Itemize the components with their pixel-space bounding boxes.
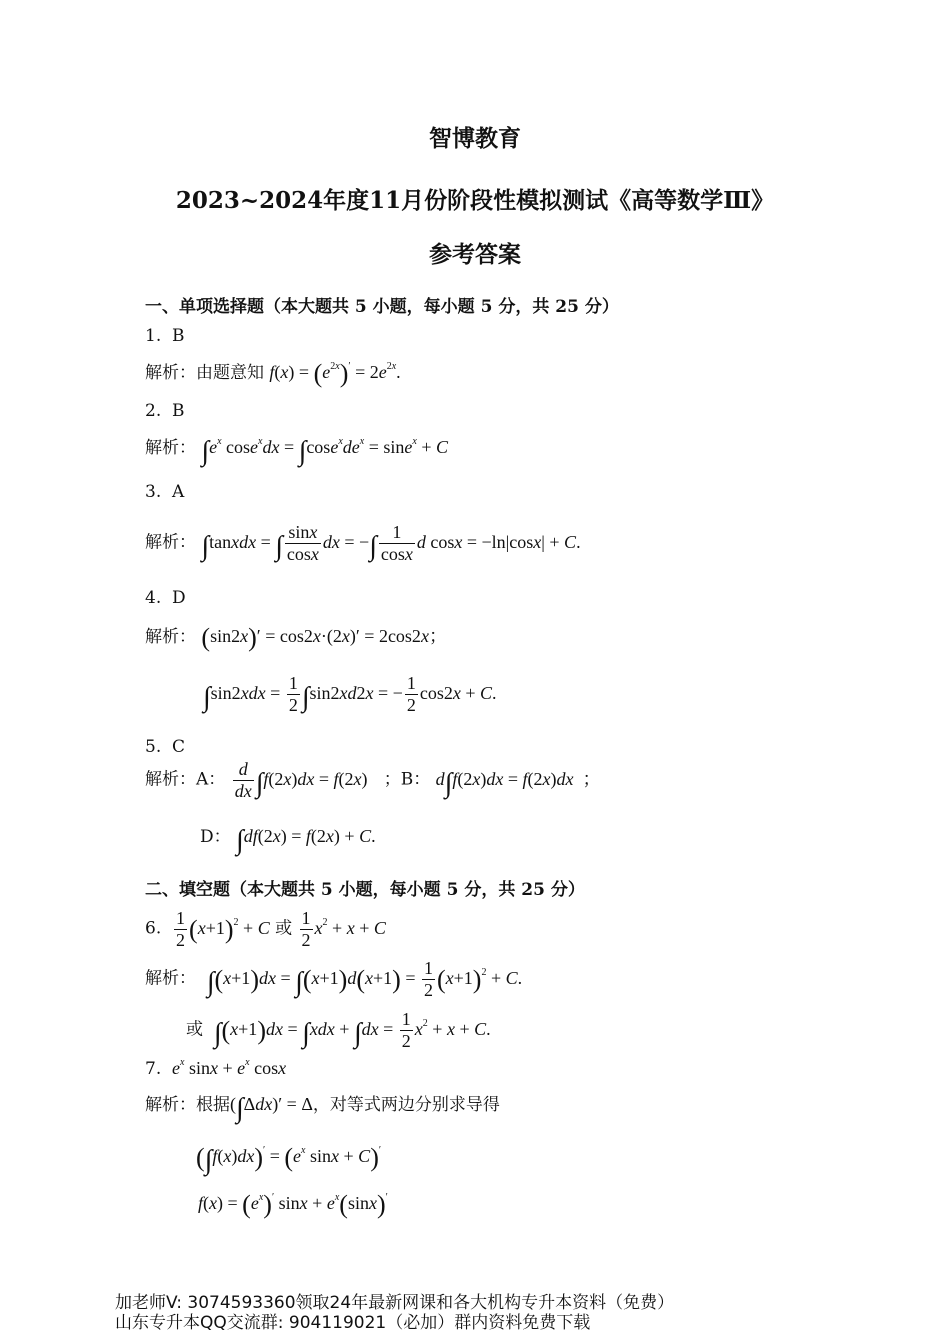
answer-key-title: 参考答案 [429, 241, 521, 268]
q4-answer: D [172, 588, 186, 608]
section-heading-fill: 二、填空题（本大题共 5 小题，每小题 5 分，共 25 分） [145, 880, 585, 900]
q4-answer-line [145, 588, 186, 608]
q1-answer-line [145, 326, 185, 346]
q4-formula-2: ∫sin2xdx = $\frac{1}{2}$ ∫sin2xd2x = − $\frac{1}{2}$ cos2x + C. [203, 673, 497, 715]
q6-label: 解析： [145, 968, 196, 989]
q4-explanation [145, 622, 447, 651]
q7-explanation [145, 1090, 500, 1123]
q4-number: 4. [145, 588, 162, 608]
q6-answer-1: $\frac{1}{2}$ $(x+1)^2 + C$ [176, 908, 270, 950]
q7-answer: $e^x$ $\sin x + e^x$ cosx [172, 1057, 287, 1078]
q4-explanation-2 [203, 673, 497, 716]
q6-answer-line [145, 908, 386, 951]
q5-explanation [145, 759, 601, 802]
q2-explanation [145, 433, 448, 466]
q7-formula-1: $(\int f(x)dx)' = (e^x$ sinx + C)′ [196, 1143, 382, 1176]
q3-label: 解析： [145, 532, 196, 553]
q4-label: 解析： [145, 627, 196, 647]
q7-label: 解析：根据 [145, 1095, 230, 1115]
q7-rule: (∫Δdx)′ = Δ [230, 1093, 313, 1124]
q6-explanation [145, 958, 522, 1001]
q1-answer: B [172, 326, 185, 346]
q2-answer: B [172, 401, 185, 421]
q6-or-label: 或 [186, 1019, 203, 1040]
q1-formula: $f(x) = (e^{2x})' = 2e^{2x}$. [269, 359, 401, 388]
section-heading-choice: 一、单项选择题（本大题共 5 小题，每小题 5 分，共 25 分） [145, 297, 619, 317]
q7-step-2 [198, 1192, 388, 1218]
q5-number: 5. [145, 737, 162, 757]
q2-answer-line [145, 401, 185, 421]
footer-contact: 加老师V: 3074593360领取24年最新网课和各大机构专升本资料（免费） [115, 1293, 675, 1313]
q2-formula: $\int e^x$ $\cos e^xdx = \int\cos e^xde^x = \sin e^x + C$ [201, 436, 449, 467]
q6-explanation-2 [186, 1009, 491, 1052]
q5-d-label: D： [200, 827, 231, 847]
q6-number: 6. [145, 918, 162, 939]
q7-answer-line [145, 1058, 286, 1079]
exam-title: 2023~2024年度11月份阶段性模拟测试《高等数学Ⅲ》 [175, 187, 775, 214]
q7-number: 7. [145, 1059, 162, 1079]
q2-label: 解析： [145, 438, 196, 458]
q1-label: 解析：由题意知 [145, 363, 264, 383]
q5-answer-line [145, 737, 185, 757]
q3-explanation [145, 522, 581, 565]
footer-group: 山东专升本QQ交流群: 904119021（必加）群内资料免费下载 [115, 1313, 591, 1333]
q3-answer: A [172, 482, 185, 502]
q7-desc: ，对等式两边分别求导得 [312, 1095, 500, 1115]
org-title: 智博教育 [429, 125, 521, 152]
q1-number: 1. [145, 326, 162, 346]
q3-answer-line [145, 482, 184, 502]
q5-formula-b: d∫f(2x)dx = f(2x)dx ； [435, 767, 601, 799]
q5-b-label: ；B： [383, 769, 431, 790]
q6-or: 或 [275, 918, 293, 939]
q5-formula-a: $\frac{d}{dx}$ ∫f(2x)dx = f(2x) [234, 759, 368, 801]
q3-formula: ∫tanxdx = ∫ $\frac{\sin x}{\cos x}$ dx = −∫ $\frac{1}{\cos x}$ d cosx = −ln|cosx| + C. [201, 522, 581, 564]
q4-formula-1: (sin2x)′ = cos2x·(2x)′ = 2cos2x； [201, 623, 447, 652]
q5-answer: C [172, 737, 186, 757]
q2-number: 2. [145, 401, 162, 421]
q5-label: 解析：A： [145, 769, 226, 790]
q5-explanation-2 [200, 822, 376, 855]
q5-formula-d: ∫df(2x) = f(2x) + C. [236, 825, 376, 856]
q7-formula-2: $f(x) = (e^x)'$ $\sin x + e^x(\sin x)'$ [198, 1190, 388, 1219]
q6-formula-1: ∫(x+1)dx = ∫(x+1)d(x+1) = $\frac{1}{2}$ $(x+1)^2 + C$. [206, 958, 523, 1000]
q1-explanation [145, 358, 401, 387]
q6-formula-2: ∫(x+1)dx = ∫xdx + ∫dx = $\frac{1}{2}$ $x^2 + x + C$. [213, 1009, 491, 1051]
q3-number: 3. [145, 482, 162, 502]
q7-step-1 [196, 1145, 381, 1175]
q6-answer-2: $\frac{1}{2}$ $x^2 + x + C$ [301, 908, 386, 950]
